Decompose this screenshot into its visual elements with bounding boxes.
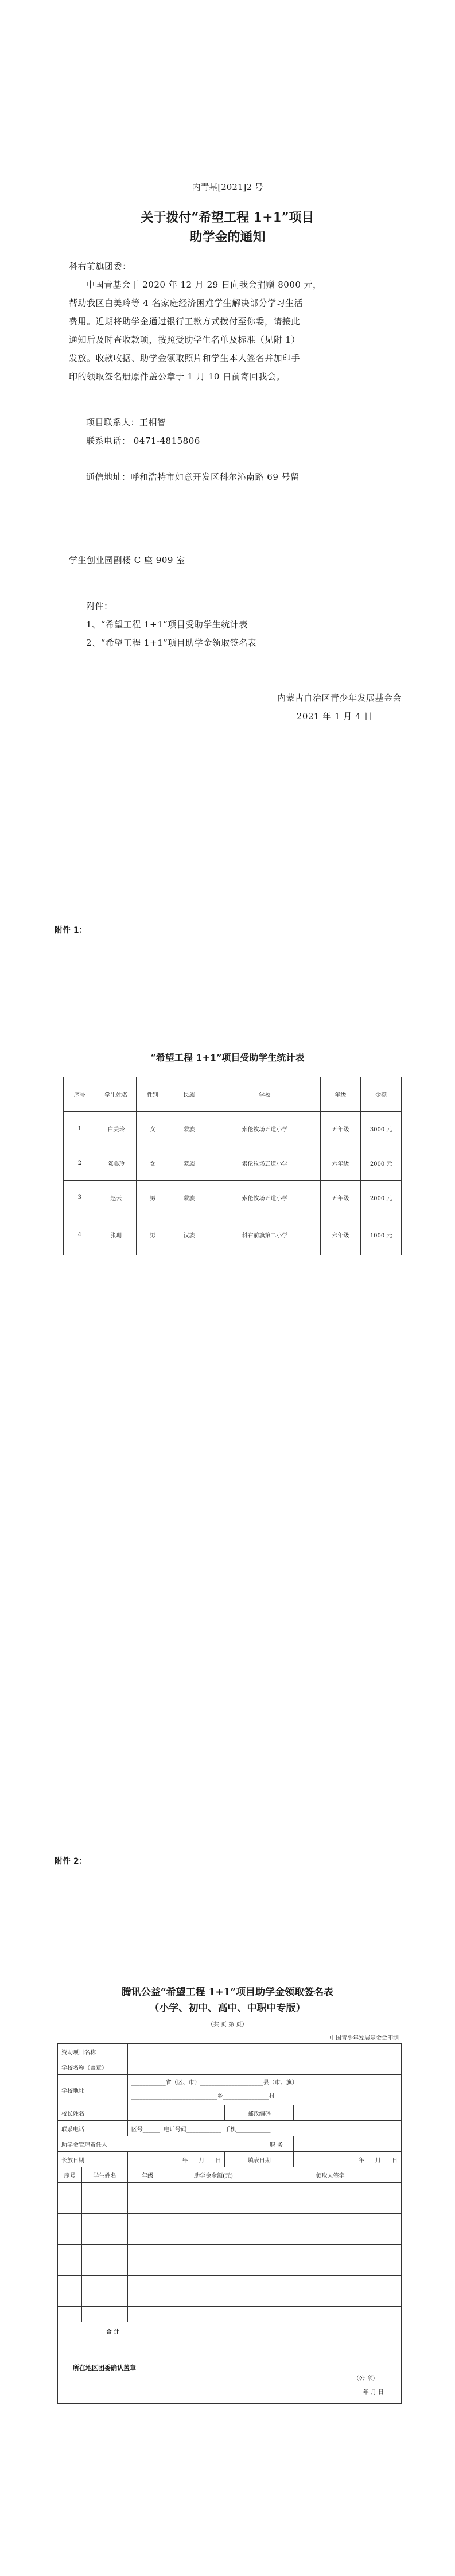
table-cell: 索伦牧场五道小学: [209, 1146, 320, 1181]
dates-row: [58, 2152, 402, 2167]
blank-cell[interactable]: [259, 2198, 402, 2214]
address-line-2: 学生创业园副楼 C 座 909 室: [69, 555, 185, 565]
attachment-item-1: 1、“希望工程 1+1”项目受助学生统计表: [86, 619, 248, 630]
blank-cell[interactable]: [259, 2260, 402, 2276]
address-line-1: 通信地址：呼和浩特市如意开发区科尔沁南路 69 号留: [86, 472, 300, 482]
table-cell: 科右前旗第二小学: [209, 1215, 320, 1255]
table-row: [58, 2183, 402, 2198]
table-cell: 女: [137, 1146, 169, 1181]
table2-printer: 中国青少年发展基金会印制: [330, 2035, 399, 2042]
contact-label: 联系电话: [58, 2121, 128, 2136]
seal-date: 年 月 日: [363, 2389, 384, 2396]
total-row: [58, 2322, 402, 2340]
table2-pages-note: （共 页 第 页）: [207, 2022, 248, 2028]
col-header-index: 序号: [58, 2167, 82, 2183]
col-header-name: 学生姓名: [81, 2167, 127, 2183]
blank-cell[interactable]: [81, 2276, 127, 2291]
blank-cell[interactable]: [81, 2291, 127, 2307]
table-row: [58, 2276, 402, 2291]
table-cell: 索伦牧场五道小学: [209, 1181, 320, 1215]
blank-cell[interactable]: [58, 2307, 82, 2322]
doc-number: 内青基[2021]2 号: [192, 182, 263, 192]
blank-cell[interactable]: [58, 2214, 82, 2229]
manager-value[interactable]: [168, 2136, 259, 2152]
table-row: [58, 2214, 402, 2229]
issue-date: 2021 年 1 月 4 日: [296, 711, 373, 721]
blank-cell[interactable]: [168, 2260, 259, 2276]
table-row: [58, 2245, 402, 2260]
school-name-value[interactable]: [127, 2059, 401, 2075]
blank-cell[interactable]: [127, 2307, 168, 2322]
table-cell: 1000 元: [361, 1215, 402, 1255]
table1-header: 金额: [361, 1077, 402, 1112]
total-label: 合 计: [58, 2322, 168, 2340]
blank-cell[interactable]: [259, 2183, 402, 2198]
blank-cell[interactable]: [127, 2183, 168, 2198]
table-cell: 2000 元: [361, 1181, 402, 1215]
notice-title-line2: 助学金的通知: [189, 230, 266, 245]
blank-cell[interactable]: [259, 2276, 402, 2291]
postcode-label: 邮政编码: [225, 2105, 294, 2121]
blank-cell[interactable]: [127, 2291, 168, 2307]
principal-label: 校长姓名: [58, 2105, 128, 2121]
salutation: 科右前旗团委：: [69, 261, 131, 271]
blank-cell[interactable]: [259, 2291, 402, 2307]
table1-header: 学校: [209, 1077, 320, 1112]
table2-title-line2: （小学、初中、高中、中职中专版）: [149, 2003, 306, 2014]
blank-cell[interactable]: [259, 2214, 402, 2229]
table-cell: 六年级: [320, 1146, 361, 1181]
manager-label: 助学金管理责任人: [58, 2136, 168, 2152]
table-cell: 汉族: [169, 1215, 209, 1255]
blank-cell[interactable]: [81, 2183, 127, 2198]
col-header-signature: 领取人签字: [259, 2167, 402, 2183]
job-label: 职 务: [259, 2136, 294, 2152]
phone-label: 电话号码: [164, 2126, 187, 2133]
job-value[interactable]: [294, 2136, 402, 2152]
blank-cell[interactable]: [168, 2183, 259, 2198]
table-row: [64, 1181, 402, 1215]
table1-header: 序号: [64, 1077, 96, 1112]
table-cell: 1: [64, 1112, 96, 1146]
fill-date-label: 填表日期: [225, 2152, 294, 2167]
blank-cell[interactable]: [81, 2260, 127, 2276]
contact-phone: 联系电话： 0471-4815806: [86, 436, 200, 446]
table-row: [58, 2260, 402, 2276]
table1-header-row: [64, 1077, 402, 1112]
blank-cell[interactable]: [58, 2276, 82, 2291]
blank-cell[interactable]: [58, 2260, 82, 2276]
fill-year: 年: [358, 2157, 364, 2164]
blank-cell[interactable]: [58, 2183, 82, 2198]
table-cell: 男: [137, 1215, 169, 1255]
address-village: 村: [269, 2093, 275, 2100]
table-cell: 蒙族: [169, 1181, 209, 1215]
principal-row: [58, 2105, 402, 2121]
table-row: [58, 2198, 402, 2214]
distribution-date-label: 长放日期: [58, 2152, 128, 2167]
total-value[interactable]: [168, 2322, 401, 2340]
table-row: [64, 1112, 402, 1146]
issuer: 内蒙古自治区青少年发展基金会: [277, 693, 402, 703]
school-address-value[interactable]: ____________省（区、市）______________________县（市、旗） ______________________________乡________________村: [127, 2075, 401, 2105]
school-address-label: 学校地址: [58, 2075, 128, 2105]
blank-cell[interactable]: [81, 2214, 127, 2229]
school-address-row: [58, 2075, 402, 2105]
manager-row: [58, 2136, 402, 2152]
body-line-3: 费用。近期将助学金通过银行工款方式拨付至你委，请接此: [69, 316, 301, 327]
confirm-row: [58, 2340, 402, 2404]
dist-year: 年: [182, 2157, 188, 2164]
col-header-amount: 助学金金额(元): [168, 2167, 259, 2183]
table1-header: 民族: [169, 1077, 209, 1112]
table-row: [64, 1215, 402, 1255]
notice-title-line1: 关于拨付“希望工程 1+1”项目: [141, 210, 314, 225]
col-header-grade: 年级: [127, 2167, 168, 2183]
table1-header: 性别: [137, 1077, 169, 1112]
blank-cell[interactable]: [259, 2307, 402, 2322]
project-name-value[interactable]: [127, 2044, 401, 2059]
table-cell: 五年级: [320, 1181, 361, 1215]
table-cell: 白美玲: [96, 1112, 137, 1146]
contact-person: 项目联系人：王相智: [86, 417, 166, 428]
blank-cell[interactable]: [168, 2276, 259, 2291]
fill-month: 月: [375, 2157, 381, 2164]
table1-header: 学生姓名: [96, 1077, 137, 1112]
blank-cell[interactable]: [127, 2214, 168, 2229]
blank-cell[interactable]: [127, 2276, 168, 2291]
table-cell: 4: [64, 1215, 96, 1255]
address-county: 县（市、旗）: [263, 2080, 298, 2086]
table-cell: 六年级: [320, 1215, 361, 1255]
attachment-item-2: 2、“希望工程 1+1”项目助学金领取签名表: [86, 638, 257, 648]
area-code-label: 区号: [131, 2126, 143, 2133]
table-cell: 陈美玲: [96, 1146, 137, 1181]
blank-cell[interactable]: [259, 2245, 402, 2260]
signature-sheet-table: [57, 2043, 402, 2404]
table-cell: 女: [137, 1112, 169, 1146]
school-name-label: 学校名称（盖章）: [58, 2059, 128, 2075]
blank-cell[interactable]: [127, 2198, 168, 2214]
blank-cell[interactable]: [127, 2260, 168, 2276]
student-stats-table: [63, 1077, 402, 1255]
appendix2-label: 附件 2：: [55, 1857, 87, 1866]
body-line-1: 中国青基会于 2020 年 12 月 29 日向我会捐赠 8000 元，: [86, 280, 322, 290]
blank-cell[interactable]: [58, 2291, 82, 2307]
address-prov: 省（区、市）: [165, 2080, 200, 2086]
blank-cell[interactable]: [127, 2245, 168, 2260]
table2-title-line1: 腾讯公益“希望工程 1+1”项目助学金领取签名表: [121, 1987, 334, 1998]
table-row: [58, 2307, 402, 2322]
attachments-label: 附件：: [86, 601, 113, 611]
mobile-label: 手机: [224, 2126, 236, 2133]
table1-title: “希望工程 1+1”项目受助学生统计表: [150, 1052, 305, 1063]
body-line-4: 通知后及时查收款项，按照受助学生名单及标准（见附 1）: [69, 335, 300, 345]
blank-cell[interactable]: [81, 2229, 127, 2245]
body-line-6: 印的领取签名册原件盖公章于 1 月 10 日前寄回我会。: [69, 371, 285, 382]
appendix1-label: 附件 1：: [55, 926, 87, 935]
table-row: [58, 2291, 402, 2307]
principal-value[interactable]: [127, 2105, 225, 2121]
table-cell: 3: [64, 1181, 96, 1215]
blank-cell[interactable]: [259, 2229, 402, 2245]
blank-cell[interactable]: [168, 2229, 259, 2245]
blank-cell[interactable]: [81, 2198, 127, 2214]
blank-cell[interactable]: [168, 2198, 259, 2214]
table-row: [64, 1146, 402, 1181]
project-name-row: [58, 2044, 402, 2059]
table-cell: 2000 元: [361, 1146, 402, 1181]
signature-header-row: [58, 2167, 402, 2183]
address-town: 乡: [217, 2093, 223, 2100]
table-cell: 五年级: [320, 1112, 361, 1146]
dist-day: 日: [215, 2157, 221, 2164]
body-line-2: 帮助我区白美玲等 4 名家庭经济困难学生解决部分学习生活: [69, 298, 304, 308]
table-row: [58, 2229, 402, 2245]
confirm-label: 所在地区团委确认盖章: [73, 2364, 136, 2372]
table-cell: 赵云: [96, 1181, 137, 1215]
table-cell: 3000 元: [361, 1112, 402, 1146]
body-line-5: 发放。收款收据、助学金领取照片和学生本人签名并加印手: [69, 353, 301, 363]
blank-cell[interactable]: [58, 2198, 82, 2214]
table1-header: 年级: [320, 1077, 361, 1112]
dist-month: 月: [199, 2157, 205, 2164]
table-cell: 2: [64, 1146, 96, 1181]
blank-cell[interactable]: [168, 2291, 259, 2307]
blank-cell[interactable]: [127, 2229, 168, 2245]
project-name-label: 资助项目名称: [58, 2044, 128, 2059]
contact-row: 联系电话 区号______ 电话号码____________ 手机____________: [58, 2121, 402, 2136]
table-cell: 索伦牧场五道小学: [209, 1112, 320, 1146]
blank-cell[interactable]: [58, 2229, 82, 2245]
blank-cell[interactable]: [58, 2245, 82, 2260]
seal-label: （公 章）: [353, 2376, 378, 2382]
table-cell: 男: [137, 1181, 169, 1215]
blank-cell[interactable]: [168, 2307, 259, 2322]
table-cell: 张珊: [96, 1215, 137, 1255]
blank-cell[interactable]: [81, 2245, 127, 2260]
school-name-row: [58, 2059, 402, 2075]
blank-cell[interactable]: [168, 2214, 259, 2229]
table-cell: 蒙族: [169, 1146, 209, 1181]
blank-cell[interactable]: [168, 2245, 259, 2260]
table-cell: 蒙族: [169, 1112, 209, 1146]
fill-day: 日: [392, 2157, 398, 2164]
postcode-value[interactable]: [294, 2105, 402, 2121]
blank-cell[interactable]: [81, 2307, 127, 2322]
